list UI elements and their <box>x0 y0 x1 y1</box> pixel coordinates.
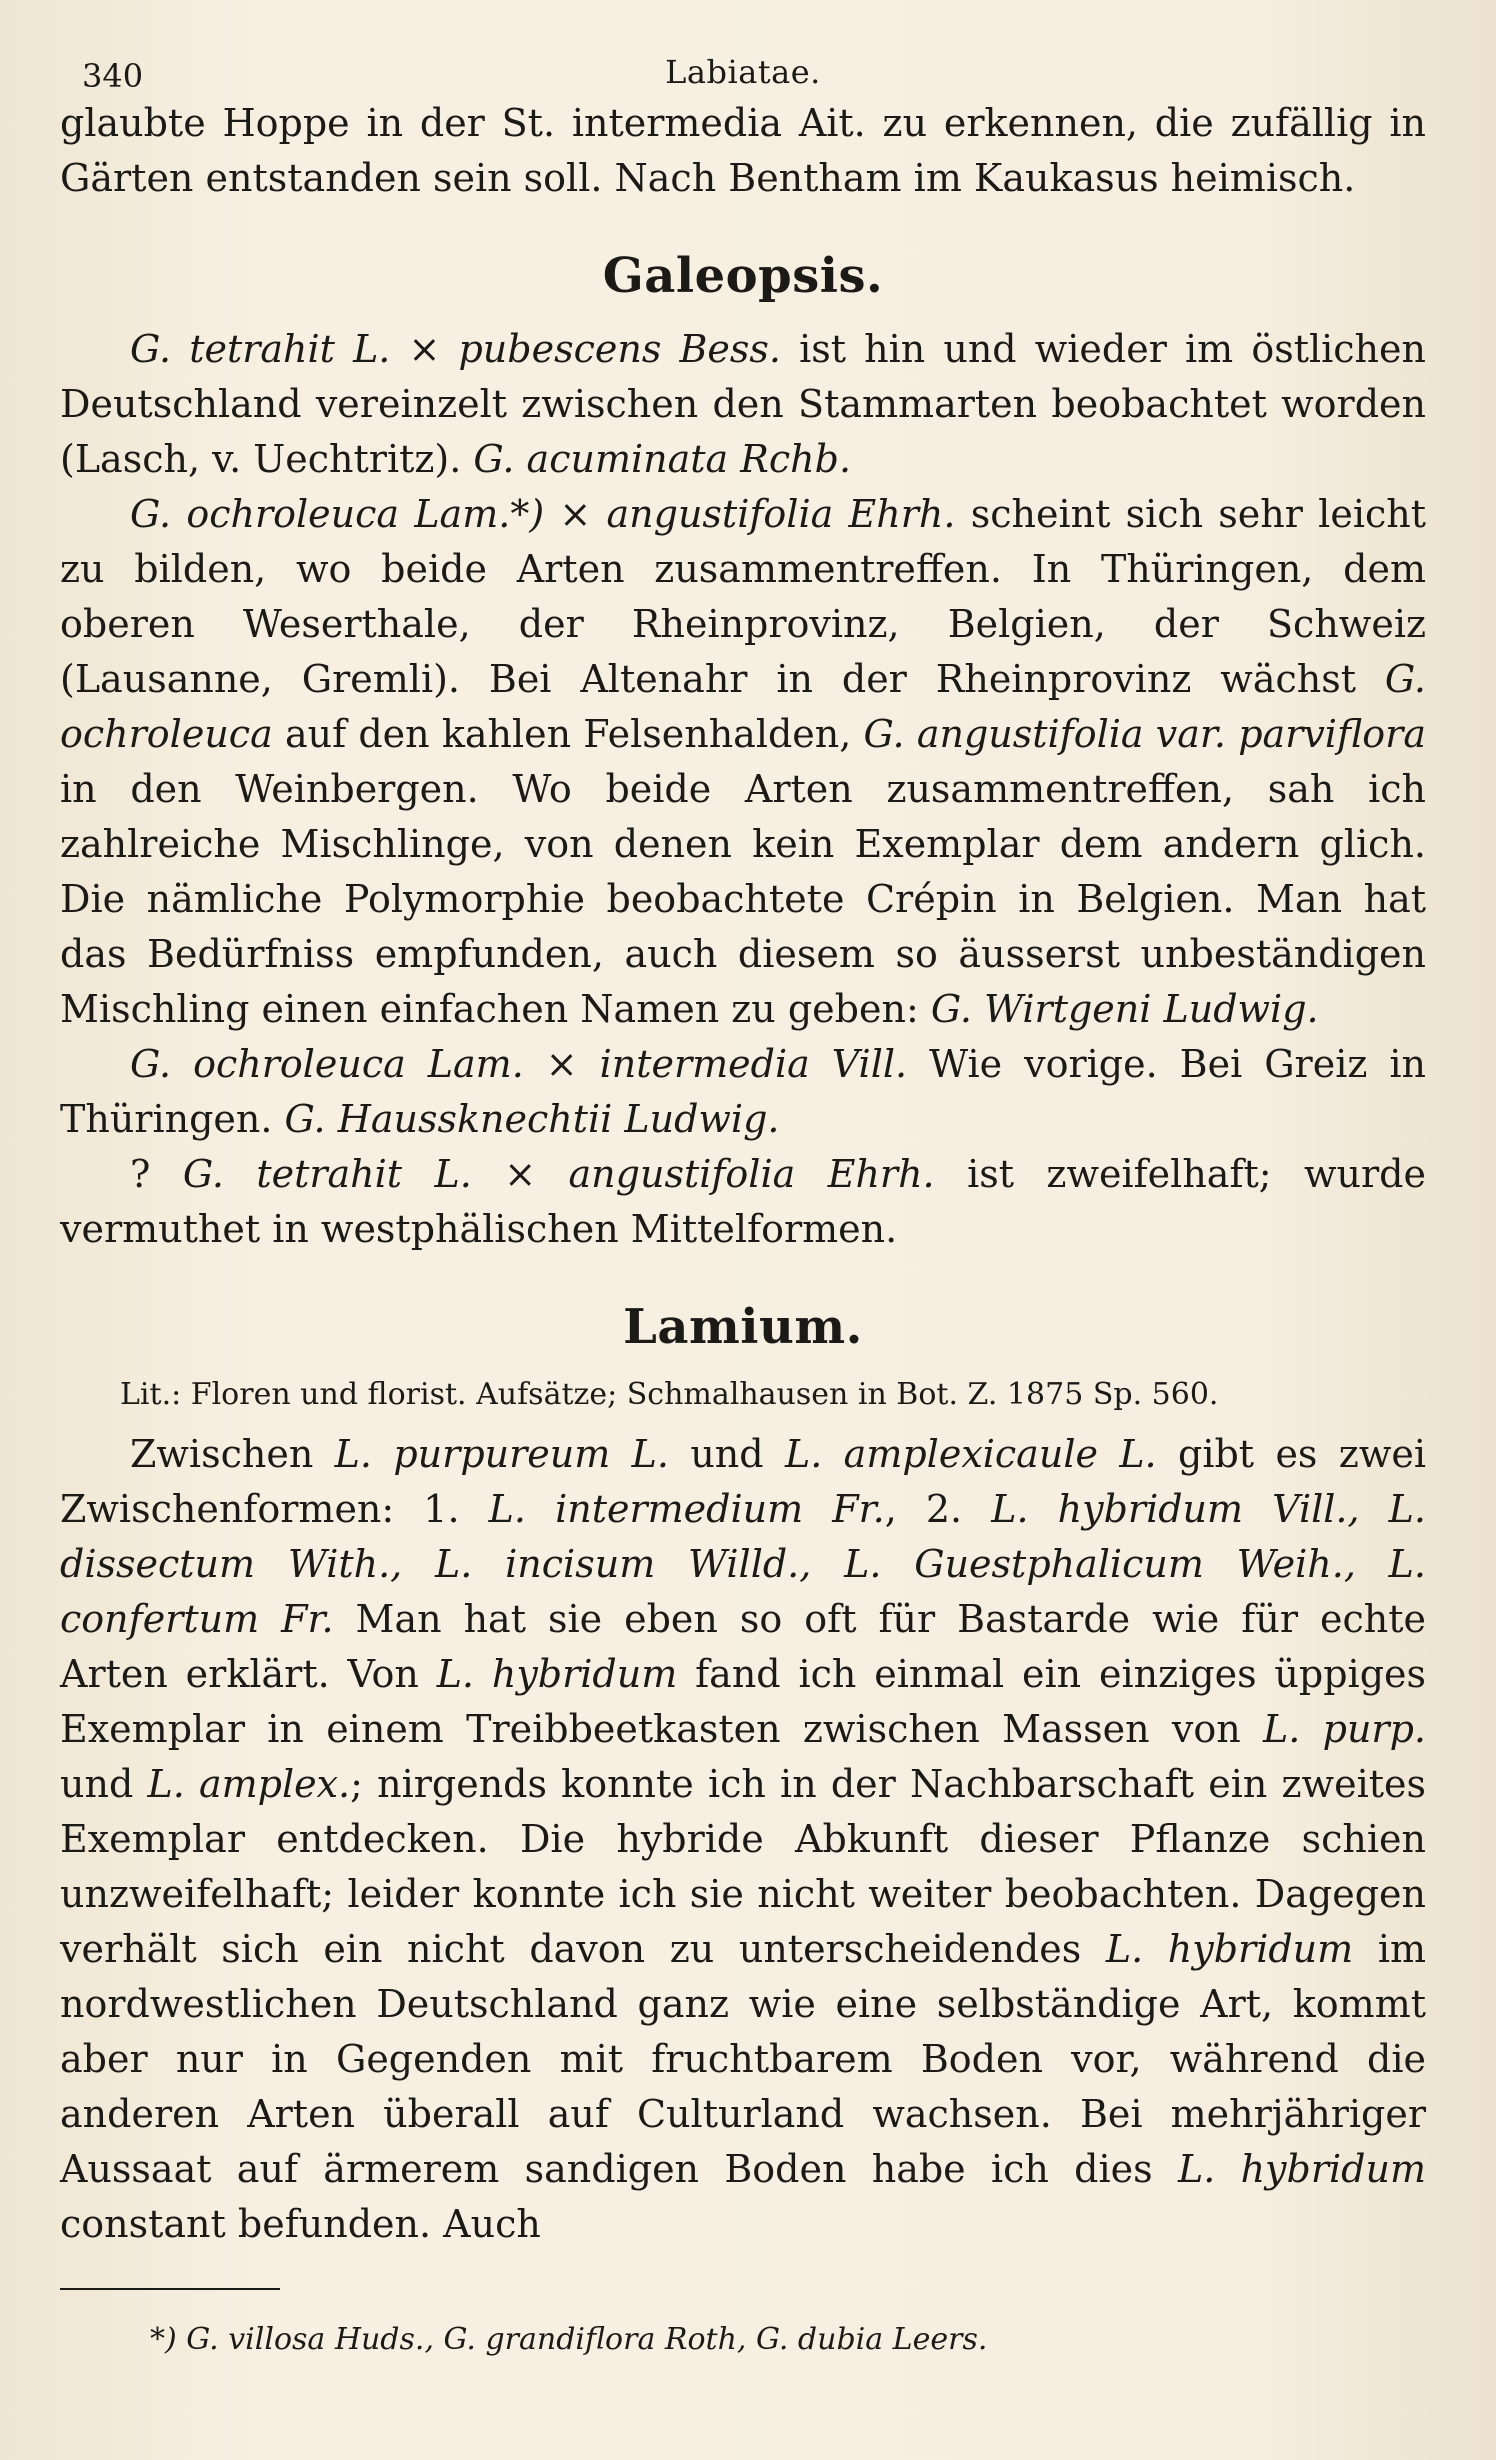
species-name: L. purpureum L. <box>334 1432 669 1476</box>
galeopsis-paragraph-2 <box>60 487 1426 1037</box>
species-name: L. purp. <box>1263 1707 1426 1751</box>
hybrid-name: G. tetrahit L. × angustifolia Ehrh. <box>182 1152 935 1196</box>
species-name: L. intermedium Fr. <box>488 1487 885 1531</box>
species-name: L. hybridum Vill., L. dissectum With., L. incisum Willd., L. Guestphalicum Weih., L. confertum Fr. <box>60 1487 1426 1641</box>
paragraph-text: , 2. <box>884 1487 992 1531</box>
species-name: L. amplexicaule L. <box>784 1432 1157 1476</box>
paragraph-text: in den Weinbergen. Wo beide Arten zusammentreffen, sah ich zahlreiche Mischlinge, von denen kein Exemplar dem andern glich. Die nämliche Polymorphie beobachtete Crépin in Belgien. Man hat das Bedürfniss empfunden, auch diesem so äusserst unbeständigen Mischling einen einfachen Namen zu geben: <box>60 767 1426 1031</box>
synonym: G. acuminata Rchb. <box>473 437 852 481</box>
species-name: G. angustifolia var. parviflora <box>863 712 1426 756</box>
species-name: L. hybridum <box>1177 2147 1426 2191</box>
paragraph-text: im nordwestlichen Deutschland ganz wie eine selbständige Art, kommt aber nur in Gegenden mit fruchtbarem Boden vor, während die anderen Arten überall auf Culturland wachsen. Bei mehrjähriger Aussaat auf ärmerem sandigen Boden habe ich dies <box>60 1927 1427 2191</box>
section-title-lamium: Lamium. <box>623 1299 863 1355</box>
galeopsis-paragraph-4 <box>60 1147 1426 1257</box>
species-name: L. hybridum <box>436 1652 678 1696</box>
paragraph-text: constant befunden. Auch <box>60 2202 541 2246</box>
page-header <box>60 40 1426 96</box>
galeopsis-paragraph-3 <box>60 1037 1426 1147</box>
paragraph-text: Wie vorige. Bei Greiz in Thüringen. <box>60 1042 1426 1141</box>
species-name: L. hybridum <box>1105 1927 1354 1971</box>
paragraph-text: und <box>60 1762 148 1806</box>
paragraph-text: Man hat sie eben so oft für Bastarde wie für echte Arten erklärt. Von <box>60 1597 1426 1696</box>
section-title-galeopsis: Galeopsis. <box>602 248 884 304</box>
question-mark: ? <box>130 1152 183 1196</box>
lamium-paragraph-1 <box>60 1427 1426 2252</box>
paragraph-text: ist zweifelhaft; wurde vermuthet in westphälischen Mittelformen. <box>60 1152 1426 1251</box>
paragraph-text: gibt es zwei Zwischenformen: 1. <box>60 1432 1426 1531</box>
synonym: G. Haussknechtii Ludwig. <box>284 1097 780 1141</box>
footnote-rule <box>60 2288 280 2290</box>
hybrid-name: G. ochroleuca Lam.*) × angustifolia Ehrh. <box>130 492 956 536</box>
running-title: Labiatae. <box>665 53 821 91</box>
galeopsis-paragraph-1 <box>60 322 1426 487</box>
species-name: G. ochroleuca <box>60 657 1426 756</box>
page-number: 340 <box>82 57 144 95</box>
paragraph-text: und <box>668 1432 785 1476</box>
paragraph-text: Zwischen <box>130 1432 335 1476</box>
paragraph-text: auf den kahlen Felsenhalden, <box>272 712 864 756</box>
synonym: G. Wirtgeni Ludwig. <box>930 987 1319 1031</box>
hybrid-name: G. tetrahit L. × pubescens Bess. <box>130 327 781 371</box>
hybrid-name: G. ochroleuca Lam. × intermedia Vill. <box>130 1042 908 1086</box>
footnote: *) G. villosa Huds., G. grandiflora Roth, G. dubia Leers. <box>150 2322 988 2357</box>
species-name: L. amplex. <box>147 1762 351 1806</box>
paragraph-text: fand ich einmal ein einziges üppiges Exemplar in einem Treibbeetkasten zwischen Massen von <box>60 1652 1427 1751</box>
paragraph-text: ist hin und wieder im östlichen Deutschland vereinzelt zwischen den Stammarten beobachtet worden (Lasch, v. Uechtritz). <box>60 327 1426 481</box>
paragraph-text: ; nirgends konnte ich in der Nachbarschaft ein zweites Exemplar entdecken. Die hybride Abkunft dieser Pflanze schien unzweifelhaft; leider konnte ich sie nicht weiter beobachten. Dagegen verhält sich ein nicht davon zu unterscheidendes <box>60 1762 1426 1971</box>
literature-line: Lit.: Floren und florist. Aufsätze; Schmalhausen in Bot. Z. 1875 Sp. 560. <box>120 1377 1219 1412</box>
paragraph-text: scheint sich sehr leicht zu bilden, wo beide Arten zusammentreffen. In Thüringen, dem oberen Weserthale, der Rheinprovinz, Belgien, der Schweiz (Lausanne, Gremli). Bei Altenahr in der Rheinprovinz wächst <box>60 492 1427 701</box>
intro-paragraph: glaubte Hoppe in der St. intermedia Ait. zu erkennen, die zufällig in Gärten entstanden sein soll. Nach Bentham im Kaukasus heimisch. <box>60 101 1426 200</box>
